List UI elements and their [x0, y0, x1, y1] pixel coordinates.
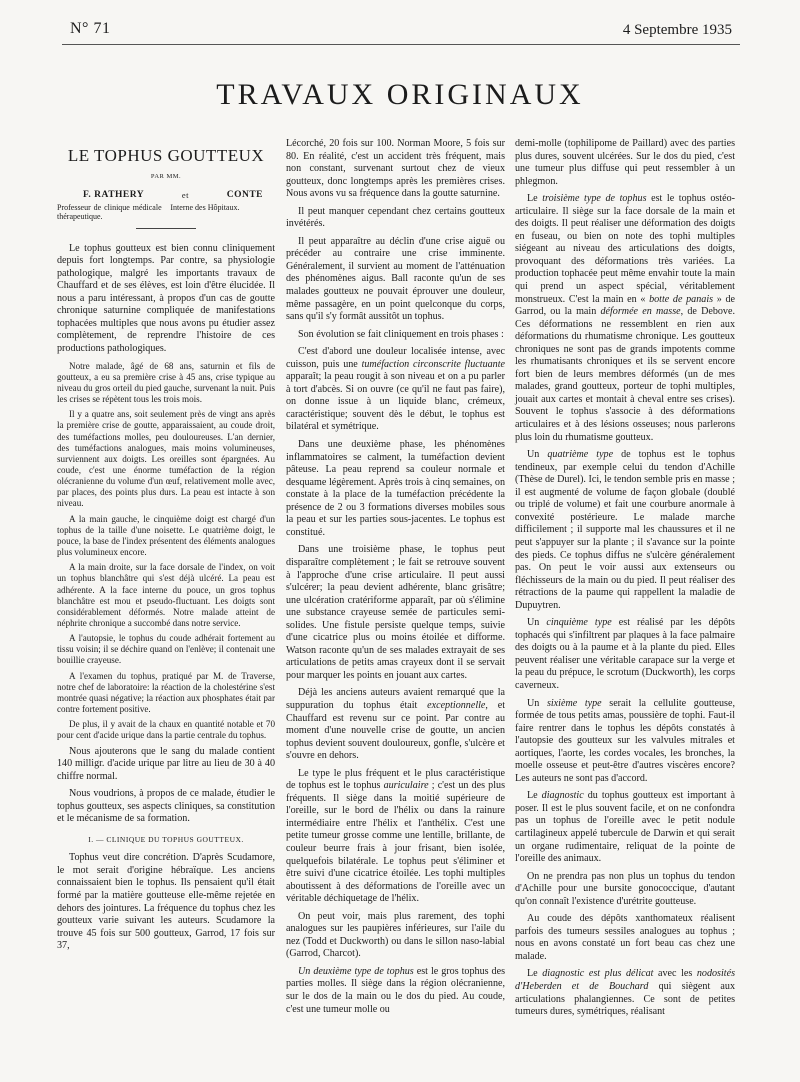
paragraph: Notre malade, âgé de 68 ans, saturnin et fils de goutteux, a eu sa première crise à 45 ans, crise typique au niveau du gros orteil du pied gauche, survenant la nuit. Puis les crises se répètent tous les trois mois.: [57, 360, 275, 405]
text-run: est le tophus ostéo-articulaire. Il siège sur la face dorsale de la main et des doigts. Il peut réaliser une déformation des doigts en fuseau, ou bien on note des tophi multiples siégeant au niveau des articulations des doigts, provoquant des déformations très variées. La production tophacée peut même envahir toute la main qui prend un aspect spécial, véritablement monstrueux. C'est la main en «: [515, 193, 735, 305]
issue-number: N° 71: [70, 20, 111, 37]
paragraph: demi-molle (tophilipome de Paillard) avec des parties plus dures, souvent ulcérées. Sur le dos du pied, c'est une tumeur plus diffuse qui peut ressembler à un phlegmon.: [515, 138, 735, 187]
paragraph: [286, 687, 505, 762]
paragraph: [515, 790, 735, 865]
title-rule: [136, 228, 196, 229]
text-run: Déjà les anciens auteurs avaient remarqué que la suppuration du tophus était: [286, 687, 505, 711]
article-title: LE TOPHUS GOUTTEUX: [67, 146, 265, 165]
italic-run: nodosités d'Heberden et de Bouchard: [515, 968, 735, 992]
italic-run: quatrième type: [547, 449, 614, 461]
paragraph: A la main droite, sur la face dorsale de l'index, on voit un tophus blanchâtre qui s'est déjà ulcéré. La peau est adhérente. A la face interne du pouce, un gros tophus blanchâtre est mou et pseudo-fluctuant. Les doigts sont considérablement déformés. Notre malade atteint de néphrite chronique a succombé dans notre service.: [57, 562, 275, 628]
header-rule: [62, 44, 740, 45]
text-run: Un: [527, 617, 547, 629]
column-1: [57, 138, 275, 958]
text-run: serait la cellulite goutteuse, formée de tous petits amas, poussière de tophi. Faut-il faire rentrer dans le tophus les dépôts constatés à l'autopsie des goutteux sur les valvules mitrales et aortiques, l'aorte, les cordes vocales, les bronches, la moelle osseuse et peut-être d'autres viscères encore? Les auteurs ne sont pas d'accord.: [515, 697, 735, 784]
text-run: Le: [527, 790, 542, 802]
author-and: et: [181, 190, 189, 201]
paragraph: A l'examen du tophus, pratiqué par M. de Traverse, notre chef de laboratoire: la réaction de la cholestérine s'est montrée quasi négative; la réaction aux phosphates était par contre fortement positive.: [57, 670, 275, 715]
paragraph: On peut voir, mais plus rarement, des tophi analogues sur les paupières inférieures, sur l'aile du nez (Todd et Duckworth) ou dans le sillon naso-labial (Garrod, Charcot).: [286, 910, 505, 960]
affiliation-2: Interne des Hôpitaux.: [170, 202, 240, 212]
paragraph: Il peut manquer cependant chez certains goutteux invétérés.: [286, 205, 505, 230]
text-run: avec les: [653, 968, 697, 980]
text-run: qui siègent aux articulations phalangiennes. Ce sont de petites tumeurs dures, symétriques, réalisant: [515, 981, 735, 1018]
text-run: Un: [527, 449, 548, 461]
text-run: , et Chauffard est revenu sur ce point. Par contre au moment d'une nouvelle crise de goutte, un ancien tophus devient souvent douloureux, gonfle, s'ulcère et s'ouvre en dehors.: [286, 699, 505, 762]
italic-run: sixième type: [546, 697, 602, 709]
affiliations: [57, 203, 275, 222]
paragraph: Nous voudrions, à propos de ce malade, étudier le tophus goutteux, ses aspects cliniques, sa constitution et le mécanisme de sa formation.: [57, 788, 275, 825]
italic-run: tuméfaction circonscrite fluctuante: [361, 358, 506, 370]
text-run: Le type le plus fréquent et le plus caractéristique de tophus est le tophus: [286, 767, 505, 792]
paragraph: A l'autopsie, le tophus du coude adhérait fortement au tissu voisin; il se déchire quand on l'enlève; il contenait une bouillie crayeuse.: [57, 633, 275, 666]
paragraph: [515, 617, 735, 692]
issue-date: 4 Septembre 1935: [622, 22, 732, 38]
text-run: Un: [527, 697, 547, 709]
paragraph: [286, 966, 505, 1016]
italic-run: auriculaire: [383, 780, 429, 792]
italic-run: cinquième type: [546, 617, 612, 629]
italic-run: troisième type de tophus: [542, 193, 647, 205]
italic-run: exceptionnelle: [427, 699, 486, 711]
author-2: CONTE: [226, 190, 263, 201]
text-run: , de Debove. Ces déformations ne ressemblent en rien aux déformations du rhumatisme chronique. Les goutteux chroniques ne sont pas de grands impotents comme les rhumatisants chroniques et ils se servent encore fort bien de leurs membres déformés (un de mes malades, grand goutteux, porteur de tophi multiples, jouait aux cartes et montait à cheval entre ses crises). Souvent le tophus s'associe à des déformations articulaires et à des lésions osseuses; nous parlerons plus loin du rhumatisme goutteux.: [515, 306, 735, 443]
text-run: » de Garrod, ou la main: [515, 293, 735, 318]
paragraph: Nous ajouterons que le sang du malade contient 140 milligr. d'acide urique par litre au lieu de 30 à 40 chiffre normal.: [57, 745, 275, 782]
text-run: du tophus goutteux est important à poser. Il est le plus souvent facile, et on ne confondra pas un tophus de l'oreille avec le petit nodule cartilagineux appelé tubercule de Darwin et qui serait un organe rudimentaire, reliquat de la pointe de l'oreille des animaux.: [515, 790, 736, 865]
paragraph: De plus, il y avait de la chaux en quantité notable et 70 pour cent d'acide urique dans la partie centrale du tophus.: [57, 719, 275, 741]
case-report: [57, 361, 275, 742]
paragraph: [515, 449, 735, 612]
text-run: Le: [527, 968, 543, 980]
text-run: ; c'est un des plus fréquents. Il siège dans la moitié supérieure de l'oreille, sur le bord de l'hélix ou dans la rainure intermédiaire entre l'hélix et l'anthélix. C'est une petite tumeur grosse comme une lentille, brillante, de couleur beurre frais à jour frisant, bien isolée, quelquefois bilatérale. Le tophus peut s'éliminer et être suivi d'une cicatrice étoilée. Les tophi multiples aboutissent à des déformations de l'oreille avec un véritable déchiquetage de l'hélix.: [286, 780, 505, 905]
italic-run: déformée en masse: [600, 306, 681, 318]
paragraph: A la main gauche, le cinquième doigt est chargé d'un tophus de la taille d'une noisette. Le quatrième doigt, le pouce, la base de l'index présentent des éléments analogues plus volumineux encore.: [57, 513, 275, 558]
paragraph: Il peut apparaître au déclin d'une crise aiguë ou précéder au contraire une crise imminente. Généralement, il survient au moment de l'atténuation des phénomènes aigus. Ball raconte qu'un de ses malades goutteux ne pouvait éprouver une douleur, même passagère, en un point quelconque du corps, sans qu'il s'y formât aussitôt un tophus.: [286, 235, 505, 323]
author-1: F. RATHERY: [83, 190, 145, 201]
paragraph: Son évolution se fait cliniquement en trois phases :: [298, 328, 504, 340]
section-title: TRAVAUX ORIGINAUX: [216, 78, 584, 111]
paragraph: [515, 193, 735, 444]
text-run: apparaît; la peau rougit à son niveau et on a pu parler à tort d'abcès. Si on ouvre (ce qu'il ne faut pas faire), on donne issue à un liquide blanc, crémeux, caractéristique; souvent dès le début, le tophus est bilatéral et symétrique.: [286, 371, 505, 433]
paragraph: Lécorché, 20 fois sur 100. Norman Moore, 5 fois sur 80. En réalité, c'est un accident très fréquent, mais non constant, survenant surtout chez de vieux goutteux, donc longtemps après les premières crises. Nous avons vu sa fréquence dans la goutte saturnine.: [286, 138, 505, 200]
paragraph: Au coude des dépôts xanthomateux réalisent parfois des tumeurs sessiles analogues au tophus ; nous en avons constaté un fort beau cas chez une malade.: [515, 913, 735, 962]
column-3: [515, 138, 735, 1024]
paragraph: Dans une troisième phase, le tophus peut disparaître complètement ; le fait se retrouve souvent à l'approche d'une crise articulaire. Il peut aussi s'ulcérer; la peau devient adhérente, blanc grisâtre; une ulcération cratériforme apparaît, par où s'élimine une substance crayeuse semée de particules semi-solides. Une fistule persiste quelque temps, suivie d'une cicatrice plus ou moins étoilée et difforme. Watson raconte qu'un de ses malades extrayait de ses articulations de petits amas crayeux dont il se servait pour marquer les points en jouant aux cartes.: [286, 544, 505, 681]
paragraph: Le tophus goutteux est bien connu cliniquement depuis fort longtemps. Par contre, sa physiologie pathologique, malgré les importants travaux de Chauffard et de ses élèves, est loin d'être élucidée. Il nous a paru intéressant, à propos d'un cas de goutte chronique saturnine compliquée de manifestations tophacées multiples que nous avons pu étudier assez complètement, de reprendre l'histoire de ces productions pathologiques.: [57, 242, 275, 355]
affiliation-1: Professeur de clinique médicale thérapeutique.: [57, 202, 162, 222]
italic-run: diagnostic: [541, 790, 584, 802]
paragraph: On ne prendra pas non plus un tophus du tendon d'Achille pour une bursite gonococcique, d'autant qu'on connaît l'existence d'urétrite goutteuse.: [515, 870, 735, 907]
article-par: PAR MM.: [150, 172, 182, 180]
paragraph: Dans une deuxième phase, les phénomènes inflammatoires se calment, la tuméfaction devient pâteuse. La peau reprend sa couleur normale et desquame légèrement. Après trois à cinq semaines, on constate à la place de la tuméfaction précédente la présence de 2 ou 3 formations diverses mobiles sous la peau et sur les parties sous-jacentes. Le tophus est constitué.: [286, 439, 505, 538]
column-2: [286, 138, 505, 1021]
text-run: de tophus est le tophus tendineux, par exemple celui du tendon d'Achille (Thèse de Durel). Ici, le tendon semble pris en masse ; il est augmenté de volume de façon globale (doublé ou triplé de volume) et fait une courbure anormale à convexité postérieure. Le malade marche difficilement ; il supporte mal les chaussures et il ne peut s'appuyer sur la plante ; il s'avance sur la pointe des pieds. Ce tophus diffus ne s'ulcère généralement pas. On peut le voir aussi aux extenseurs ou fléchisseurs de la main ou du pied. Il peut réaliser des rétractions de la paume qui rappellent la maladie de Dupuytren.: [515, 449, 735, 611]
italic-run: Un deuxième type de tophus: [298, 965, 414, 977]
paragraph: [286, 346, 505, 434]
paragraph: [515, 968, 735, 1018]
paragraph: Tophus veut dire concrétion. D'après Scudamore, le mot serait d'origine hébraïque. Les anciens connaissaient bien le tophus. Ils pensaient qu'il était formé par la matière goutteuse elle-même rejetée en dehors des jointures. La fréquence du tophus chez les goutteux varie suivant les auteurs. Scudamore la trouve 45 fois sur 500 goutteux, Garrod, 17 fois sur 37,: [57, 852, 275, 952]
section-heading: I. — CLINIQUE DU TOPHUS GOUTTEUX.: [88, 834, 244, 844]
text-run: est réalisé par les dépôts tophacés qui s'infiltrent par plaques à la face palmaire des doigts ou à la paume et à la plante du pied. Elles peuvent réaliser une véritable carapace sur la verge et la peau du prépuce, le scrotum (Duckworth), les corps caverneux.: [515, 617, 735, 691]
paragraph: [286, 768, 505, 906]
paragraph: Il y a quatre ans, soit seulement près de vingt ans après la première crise de goutte, apparaissaient, au coude droit, des tuméfactions molles, peu douloureuses. L'an dernier, des tuméfactions analogues, mais moins volumineuses, surviennent aux doigts. Les oreilles sont épargnées. Au coude, c'est une énorme tuméfaction de la région olécranienne du volume d'un œuf, relativement molle avec, par places, des points plus durs. La peau est intacte à son niveau.: [57, 409, 275, 509]
italic-run: botte de panais: [649, 293, 714, 305]
italic-run: diagnostic est plus délicat: [542, 968, 654, 980]
text-run: Le: [527, 193, 543, 205]
text-run: C'est d'abord une douleur localisée intense, avec cuisson, puis une: [286, 346, 505, 370]
paragraph: [515, 698, 735, 786]
authors: [57, 189, 275, 202]
text-run: est le gros tophus des parties molles. Il siège dans la région olécranienne, sur le dos de la main ou le dos du pied. Au coude, c'est une tumeur molle ou: [286, 965, 506, 1015]
